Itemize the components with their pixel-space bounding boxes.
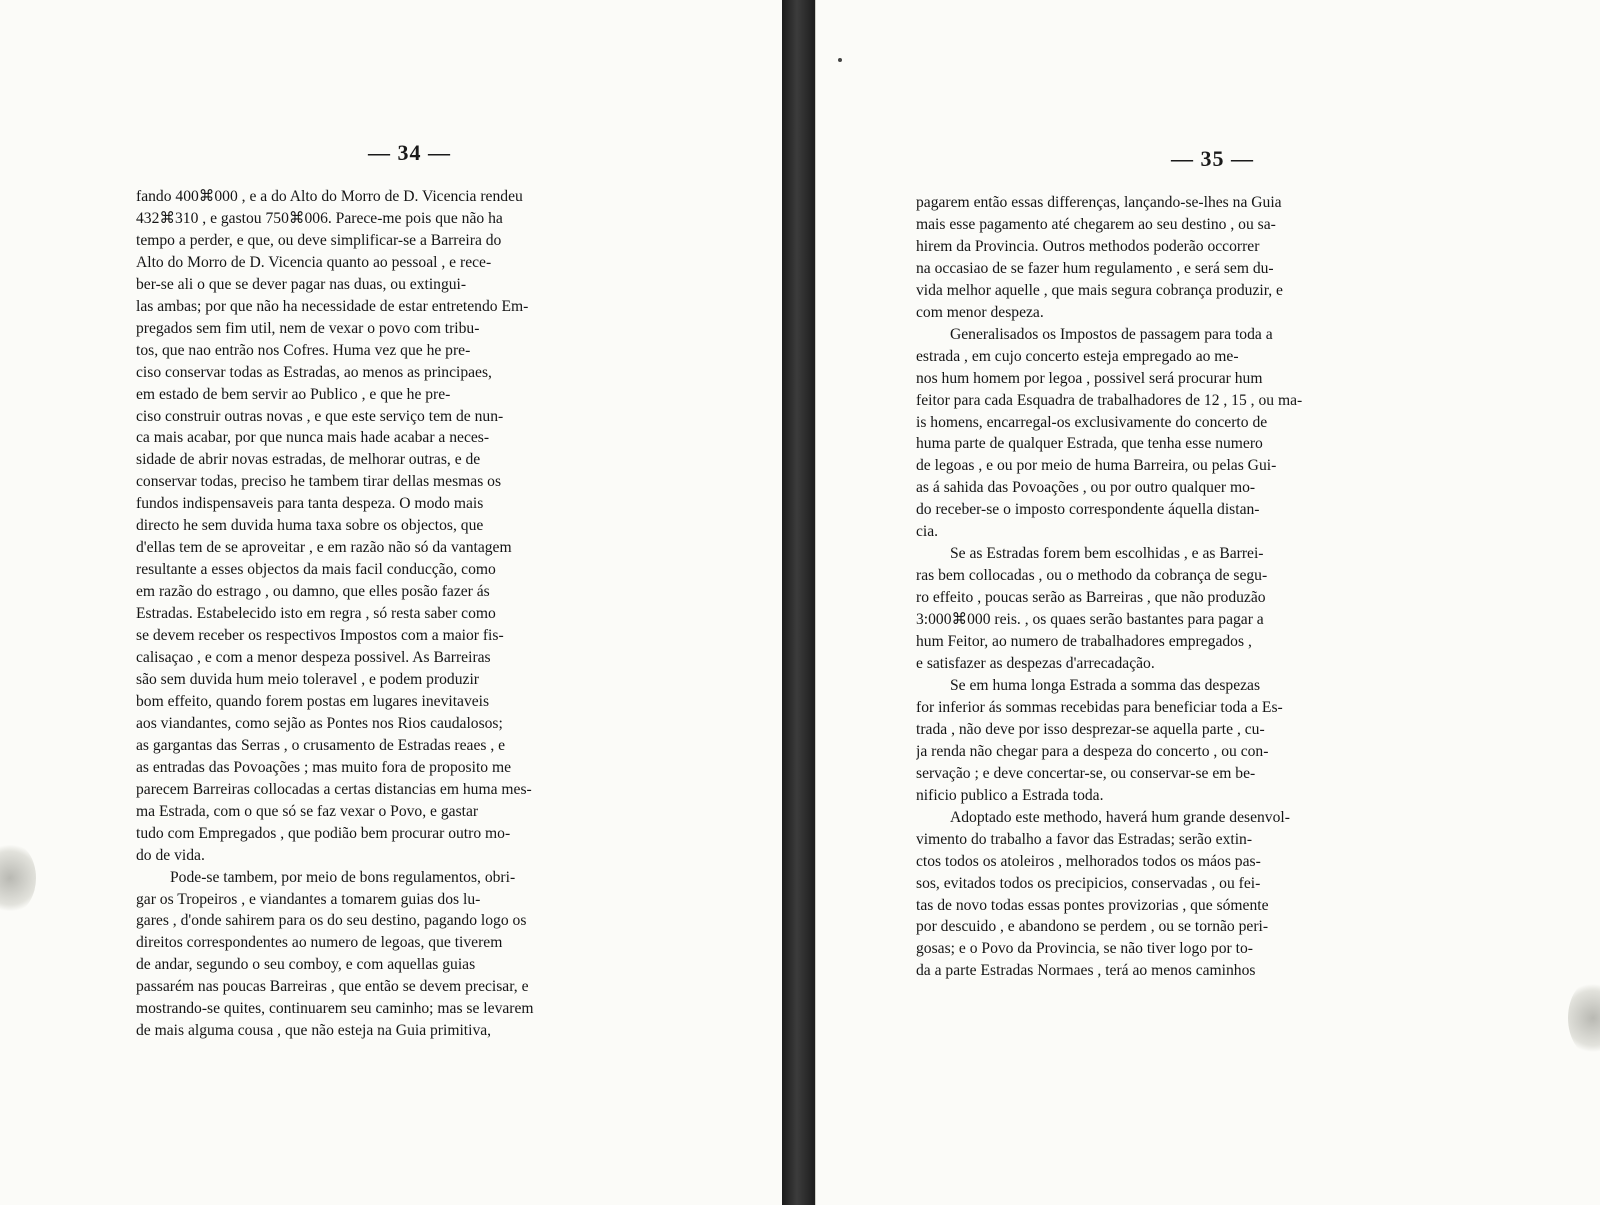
text-line: de mais alguma cousa , que não esteja na Guia primitiva, <box>136 1022 492 1040</box>
text-line: as gargantas das Serras , o crusamento de Estradas reaes , e <box>136 736 506 754</box>
text-line: Se em huma longa Estrada a somma das despezas <box>950 676 1261 694</box>
left-page <box>0 0 783 1205</box>
text-line: pagarem então essas differenças, lançando-se-lhes na Guia <box>916 194 1282 211</box>
text-line: trada , não deve por isso desprezar-se aquella parte , cu- <box>916 720 1265 738</box>
text-line: de andar, segundo o seu comboy, e com aquellas guias <box>136 956 476 974</box>
page-number-right: — 35 — <box>1171 146 1254 171</box>
text-line: sos, evitados todos os precipicios, conservadas , ou fei- <box>916 874 1261 892</box>
text-line: Estradas. Estabelecido isto em regra , só resta saber como <box>136 605 496 623</box>
text-line: ciso construir outras novas , e que este serviço tem de nun- <box>136 407 504 425</box>
text-line: tas de novo todas essas pontes provizorias , que sómente <box>916 896 1269 914</box>
text-line: vimento do trabalho a favor das Estradas; serão extin- <box>916 830 1253 848</box>
right-page-text <box>916 192 1466 982</box>
scan-speck <box>838 58 842 62</box>
text-line: ctos todos os atoleiros , melhorados todos os máos pas- <box>916 852 1261 870</box>
text-line: por descuido , e abandono se perdem , ou se tornão peri- <box>916 918 1269 936</box>
text-line: gares , d'onde sahirem para os do seu destino, pagando logo os <box>136 912 527 930</box>
book-gutter <box>782 0 815 1205</box>
text-line: com menor despeza. <box>916 303 1044 321</box>
right-page <box>815 0 1600 1205</box>
text-line: e satisfazer as despezas d'arrecadação. <box>916 655 1155 673</box>
text-line: feitor para cada Esquadra de trabalhadores de 12 , 15 , ou ma- <box>916 391 1303 409</box>
text-line: tos, que nao entrão nos Cofres. Huma vez que he pre- <box>136 341 471 359</box>
scan-artifact <box>1568 980 1600 1056</box>
text-line: ja renda não chegar para a despeza do concerto , ou con- <box>916 742 1269 760</box>
text-line: mais esse pagamento até chegarem ao seu destino , ou sa- <box>916 215 1276 233</box>
text-line: da a parte Estradas Normaes , terá ao menos caminhos <box>916 962 1256 980</box>
text-line: as entradas das Povoações ; mas muito fora de proposito me <box>136 758 512 776</box>
text-line: Pode-se tambem, por meio de bons regulamentos, obri- <box>170 868 516 886</box>
text-line: as á sahida das Povoações , ou por outro qualquer mo- <box>916 479 1256 497</box>
text-line: conservar todas, preciso he tambem tirar dellas mesmas os <box>136 473 502 491</box>
text-line: tudo com Empregados , que podião bem procurar outro mo- <box>136 824 511 842</box>
text-line: 432⌘310 , e gastou 750⌘006. Parece-me pois que não ha <box>136 209 503 227</box>
text-line: hirem da Provincia. Outros methodos poderão occorrer <box>916 237 1260 255</box>
text-line: resultante a esses objectos da mais facil conducção, como <box>136 561 496 579</box>
text-line: cia. <box>916 523 939 541</box>
text-line: ciso conservar todas as Estradas, ao menos as principaes, <box>136 363 492 381</box>
text-line: ber-se ali o que se dever pagar nas duas, ou extingui- <box>136 275 467 293</box>
text-line: servação ; e deve concertar-se, ou conservar-se em be- <box>916 764 1256 782</box>
text-line: d'ellas tem de se aproveitar , e em razão não só da vantagem <box>136 539 512 557</box>
text-line: bom effeito, quando forem postas em lugares inevitaveis <box>136 692 490 710</box>
text-line: vida melhor aquelle , que mais segura cobrança produzir, e <box>916 281 1283 299</box>
text-line: hum Feitor, ao numero de trabalhadores empregados , <box>916 633 1252 651</box>
text-line: tempo a perder, e que, ou deve simplificar-se a Barreira do <box>136 231 502 249</box>
text-line: são sem duvida hum meio toleravel , e podem produzir <box>136 670 479 688</box>
text-line: gosas; e o Povo da Provincia, se não tiver logo por to- <box>916 940 1253 958</box>
text-line: se devem receber os respectivos Impostos com a maior fis- <box>136 627 504 645</box>
text-line: Alto do Morro de D. Vicencia quanto ao pessoal , e rece- <box>136 253 492 271</box>
text-line: ca mais acabar, por que nunca mais hade acabar a neces- <box>136 429 490 447</box>
text-line: pregados sem fim util, nem de vexar o povo com tribu- <box>136 319 480 337</box>
text-line: em razão do estrago , ou damno, que elles posão fazer ás <box>136 583 490 601</box>
text-line: 3:000⌘000 reis. , os quaes serão bastantes para pagar a <box>916 611 1264 629</box>
text-line: parecem Barreiras collocadas a certas distancias em huma mes- <box>136 780 532 798</box>
text-line: Generalisados os Impostos de passagem para toda a <box>950 325 1273 343</box>
text-line: sidade de abrir novas estradas, de melhorar outras, e de <box>136 451 481 469</box>
text-line: direitos correspondentes ao numero de legoas, que tiverem <box>136 934 503 952</box>
text-line: do de vida. <box>136 846 205 864</box>
text-line: aos viandantes, como sejão as Pontes nos Rios caudalosos; <box>136 714 503 732</box>
text-line: nificio publico a Estrada toda. <box>916 786 1104 804</box>
page-number-left: — 34 — <box>368 140 451 165</box>
scan-artifact <box>0 842 36 914</box>
text-line: passarém nas poucas Barreiras , que então se devem precisar, e <box>136 978 529 996</box>
text-line: do receber-se o imposto correspondente áquella distan- <box>916 501 1260 519</box>
text-line: fando 400⌘000 , e a do Alto do Morro de D. Vicencia rendeu <box>136 188 523 205</box>
text-line: estrada , em cujo concerto esteja empregado ao me- <box>916 347 1239 365</box>
text-line: em estado de bem servir ao Publico , e que he pre- <box>136 385 451 403</box>
text-line: calisaçao , e com a menor despeza possivel. As Barreiras <box>136 649 491 667</box>
text-line: ro effeito , poucas serão as Barreiras , que não produzão <box>916 589 1266 607</box>
text-line: directo he sem duvida huma taxa sobre os objectos, que <box>136 517 484 535</box>
text-line: for inferior ás sommas recebidas para beneficiar toda a Es- <box>916 698 1283 716</box>
text-line: nos hum homem por legoa , possivel será procurar hum <box>916 369 1263 387</box>
text-line: ma Estrada, com o que só se faz vexar o Povo, e gastar <box>136 802 479 820</box>
text-line: las ambas; por que não ha necessidade de estar entretendo Em- <box>136 297 529 315</box>
text-line: Adoptado este methodo, haverá hum grande desenvol- <box>950 808 1290 826</box>
text-line: Se as Estradas forem bem escolhidas , e as Barrei- <box>950 545 1264 563</box>
text-line: huma parte de qualquer Estrada, que tenha esse numero <box>916 435 1263 453</box>
left-page-text <box>136 186 688 1042</box>
text-line: is homens, encarregal-os exclusivamente do concerto de <box>916 413 1268 431</box>
text-line: gar os Tropeiros , e viandantes a tomarem guias dos lu- <box>136 890 481 908</box>
text-line: na occasiao de se fazer hum regulamento , e será sem du- <box>916 259 1274 277</box>
text-line: fundos indispensaveis para tanta despeza. O modo mais <box>136 495 484 513</box>
text-line: de legoas , e ou por meio de huma Barreira, ou pelas Gui- <box>916 457 1277 475</box>
text-line: mostrando-se quites, continuarem seu caminho; mas se levarem <box>136 1000 534 1018</box>
text-line: ras bem collocadas , ou o methodo da cobrança de segu- <box>916 567 1268 585</box>
